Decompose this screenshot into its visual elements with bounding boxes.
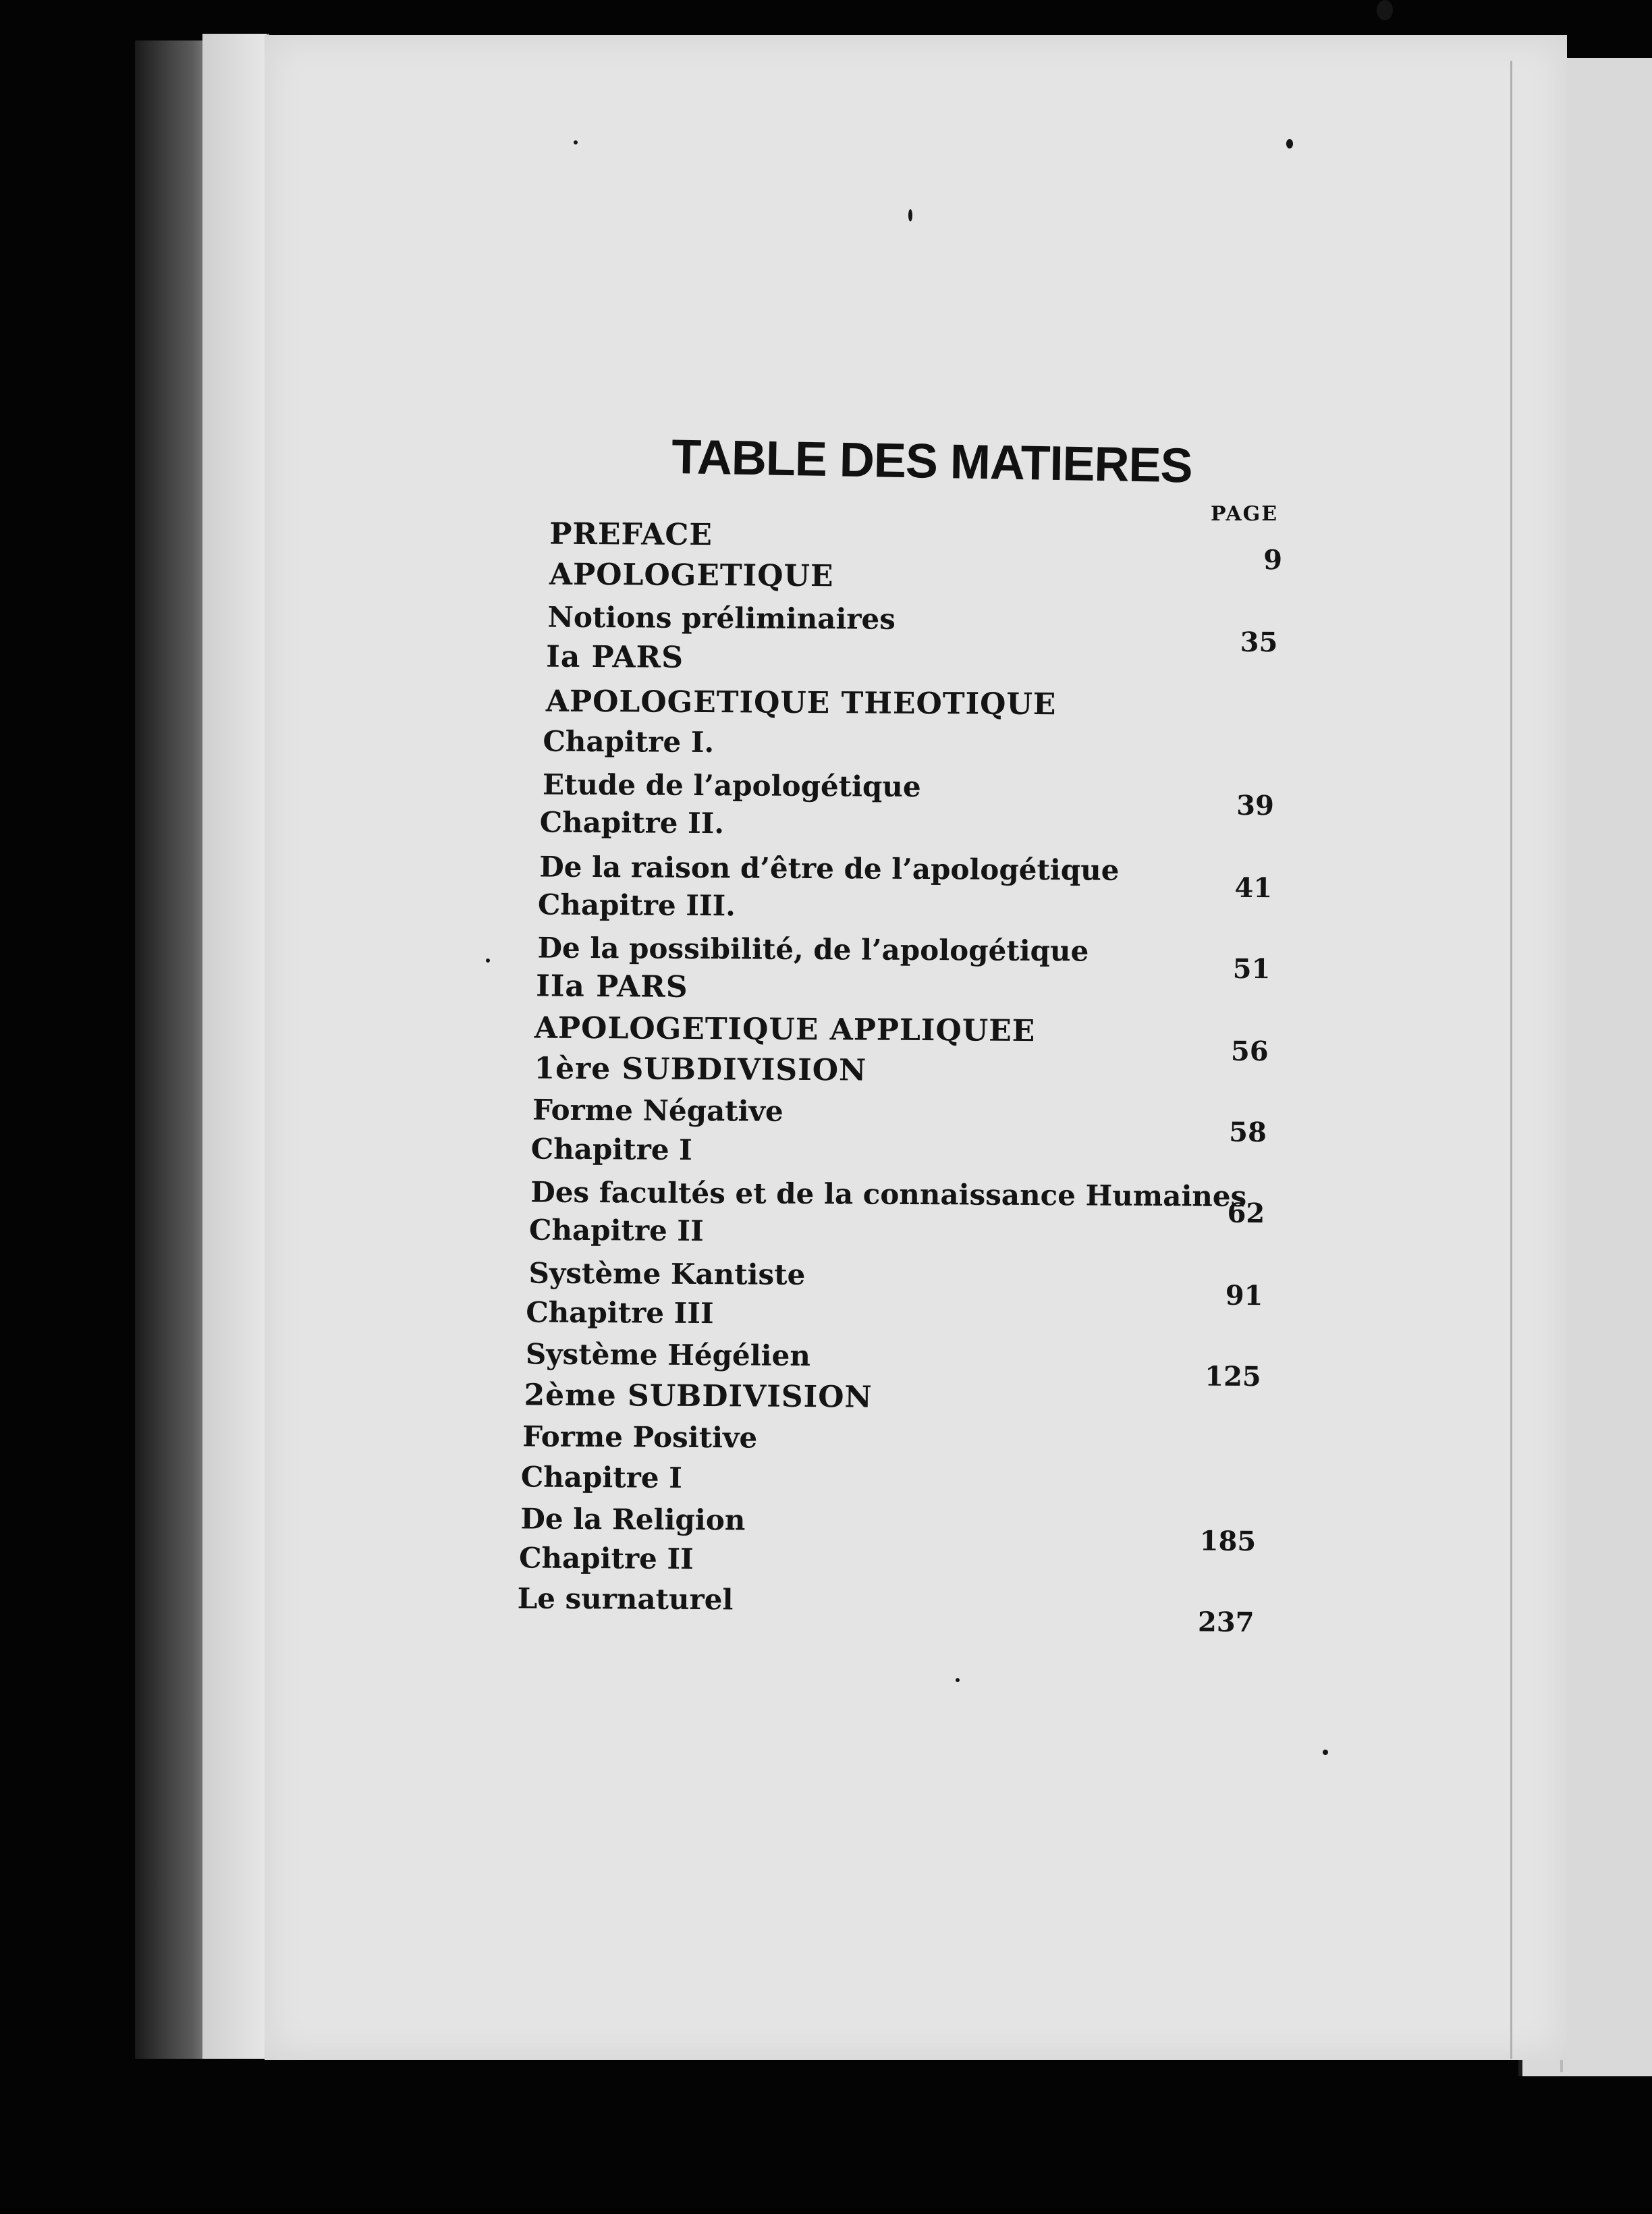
toc-page-number: 39 (1236, 789, 1275, 822)
toc-page-number: 35 (1240, 626, 1278, 659)
toc-entry: Forme Positive (522, 1420, 758, 1455)
toc-entry: De la raison d’être de l’apologétique (539, 850, 1120, 887)
toc-entry: Chapitre I (520, 1460, 682, 1494)
toc-entry: Chapitre I. (543, 724, 715, 759)
toc-entry: Système Kantiste (528, 1256, 806, 1291)
toc-entry: Notions préliminaires (547, 600, 896, 636)
toc-entry: Ia PARS (546, 639, 684, 675)
toc-entry: 2ème SUBDIVISION (524, 1378, 873, 1415)
toc-entry: Chapitre II (518, 1541, 694, 1575)
toc-entry: APOLOGETIQUE THEOTIQUE (545, 684, 1057, 722)
toc-page-number: 185 (1199, 1525, 1257, 1558)
toc-page-number: 237 (1197, 1606, 1255, 1639)
toc-entry: Chapitre I (530, 1132, 692, 1166)
toc-entry: De la Religion (520, 1502, 746, 1537)
toc-page-number: 91 (1225, 1279, 1263, 1312)
toc-entry: Forme Négative (532, 1093, 783, 1128)
toc-entry: Chapitre III. (537, 888, 736, 923)
toc-page-number: 51 (1232, 952, 1271, 986)
toc-page-number: 58 (1229, 1116, 1267, 1149)
toc-entry: Chapitre II (528, 1213, 704, 1248)
toc-entry: Le surnaturel (517, 1582, 734, 1617)
toc-entry: 1ère SUBDIVISION (534, 1051, 867, 1088)
toc-page-number: 125 (1205, 1360, 1261, 1393)
toc-entry: Des facultés et de la connaissance Humaines (530, 1175, 1247, 1213)
toc-entry: PREFACE (549, 516, 713, 553)
toc-entry: IIa PARS (536, 969, 688, 1004)
toc-entry: Chapitre II. (539, 805, 725, 840)
toc-page-number: 41 (1234, 871, 1273, 905)
toc-entry: De la possibilité, de l’apologétique (537, 931, 1089, 968)
toc-entry: APOLOGETIQUE APPLIQUEE (534, 1010, 1036, 1049)
toc-entry: Chapitre III (526, 1295, 714, 1330)
page-column-label: PAGE (1211, 502, 1279, 526)
toc-entry: Etude de l’apologétique (542, 767, 921, 803)
page-title: TABLE DES MATIERES (671, 430, 1193, 493)
toc-page-number: 9 (1263, 544, 1283, 576)
toc-page-number: 56 (1230, 1035, 1269, 1068)
toc-entry: Système Hégélien (525, 1337, 810, 1373)
toc-entry: APOLOGETIQUE (549, 557, 834, 594)
toc-page-number: 62 (1227, 1197, 1265, 1230)
